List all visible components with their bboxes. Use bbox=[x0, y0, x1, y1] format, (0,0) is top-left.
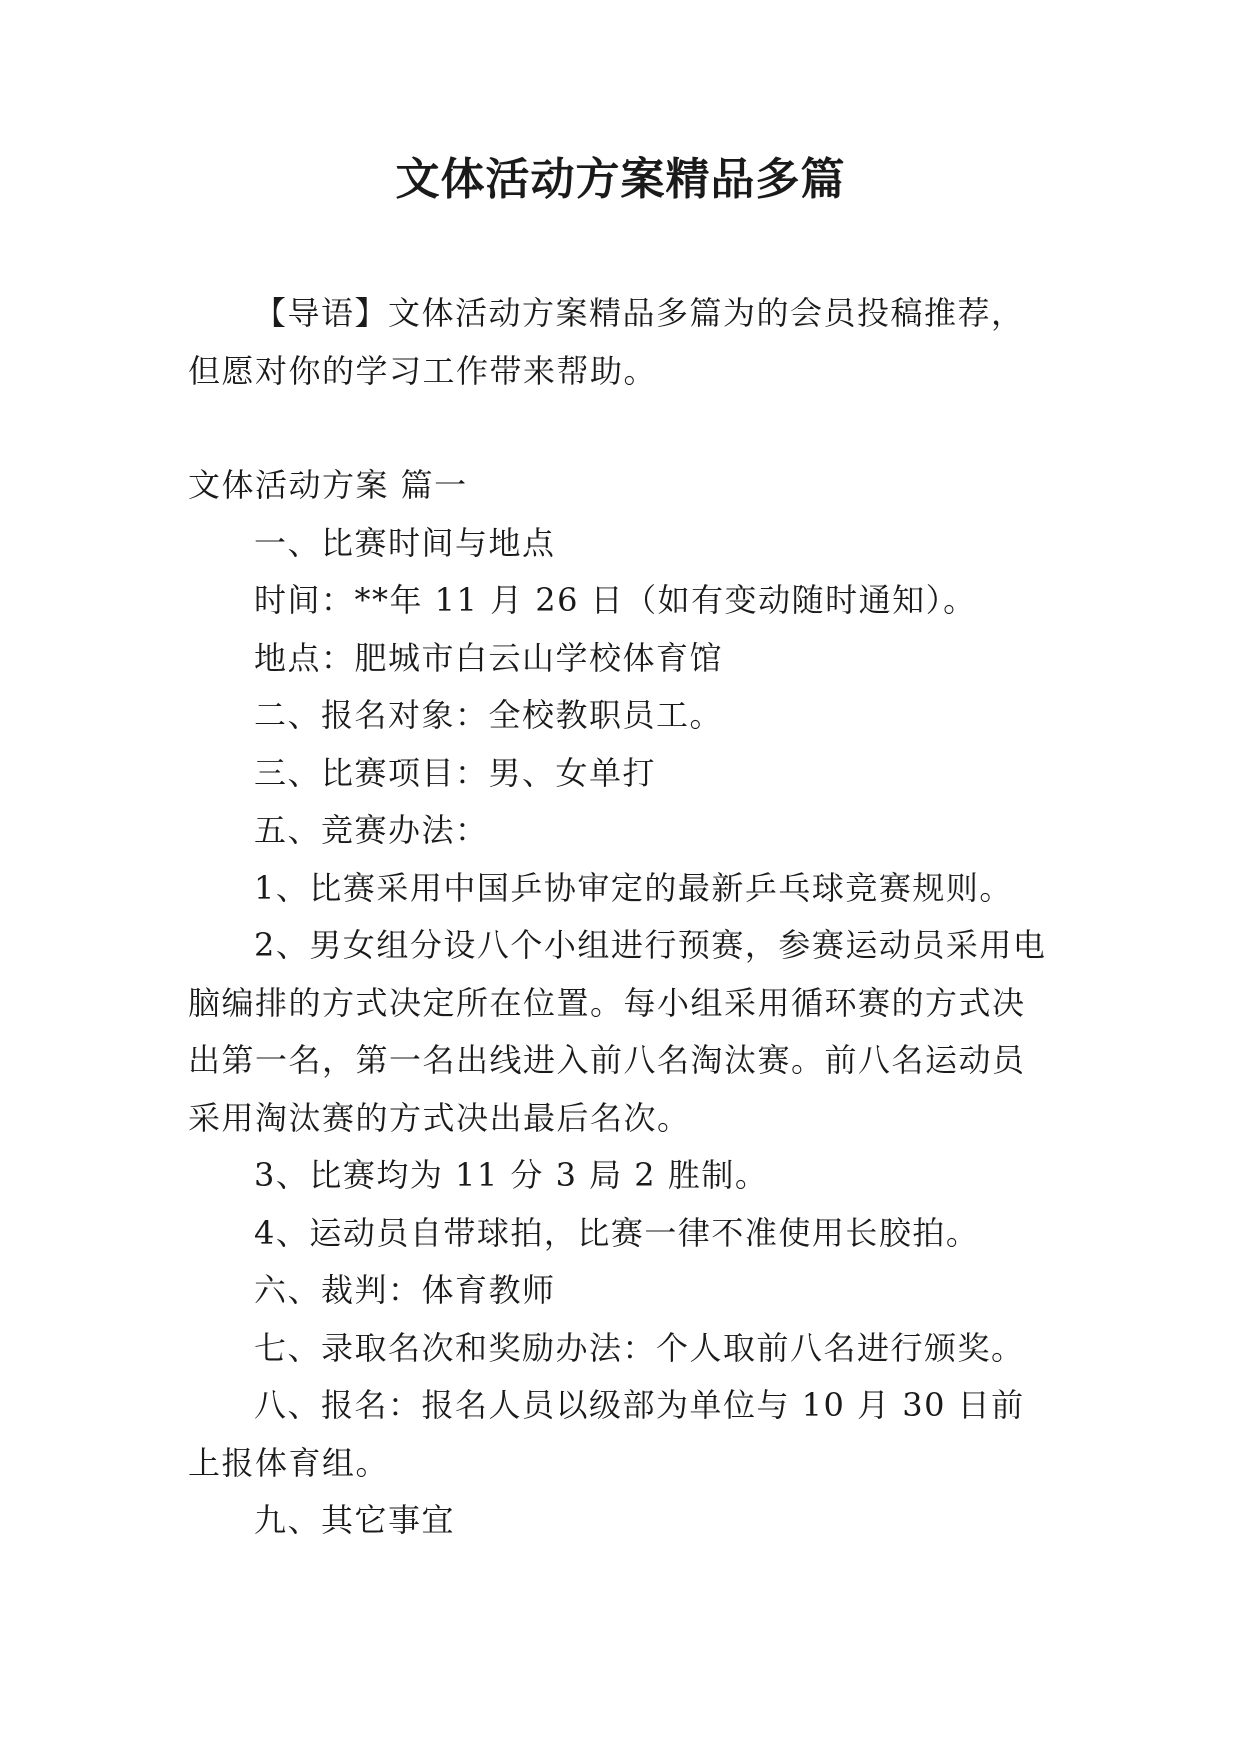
spacer bbox=[188, 400, 1054, 457]
paragraph: 八、报名：报名人员以级部为单位与 10 月 30 日前上报体育组。 bbox=[188, 1386, 1025, 1482]
paragraph: 九、其它事宜 bbox=[254, 1501, 456, 1539]
intro-paragraph: 【导语】文体活动方案精品多篇为的会员投稿推荐，但愿对你的学习工作带来帮助。 bbox=[188, 294, 1025, 390]
paragraph: 4、运动员自带球拍，比赛一律不准使用长胶拍。 bbox=[254, 1213, 980, 1252]
document-title: 文体活动方案精品多篇 bbox=[395, 154, 846, 205]
section-heading: 文体活动方案 篇一 bbox=[188, 466, 468, 504]
paragraph: 三、比赛项目：男、女单打 bbox=[254, 753, 657, 792]
paragraph: 3、比赛均为 11 分 3 局 2 胜制。 bbox=[254, 1156, 769, 1194]
paragraph: 七、录取名次和奖励办法：个人取前八名进行颁奖。 bbox=[254, 1328, 1025, 1367]
document-body bbox=[188, 285, 1054, 1550]
paragraph: 六、裁判：体育教师 bbox=[254, 1271, 556, 1309]
paragraph: 1、比赛采用中国乒协审定的最新乒乓球竞赛规则。 bbox=[254, 868, 1013, 907]
paragraph: 地点：肥城市白云山学校体育馆 bbox=[254, 638, 724, 677]
paragraph: 一、比赛时间与地点 bbox=[254, 523, 556, 562]
paragraph: 五、竞赛办法： bbox=[254, 811, 489, 849]
paragraph: 时间：**年 11 月 26 日（如有变动随时通知）。 bbox=[254, 581, 977, 619]
paragraph: 2、男女组分设八个小组进行预赛，参赛运动员采用电脑编排的方式决定所在位置。每小组采用循环赛的方式决出第一名，第一名出线进入前八名淘汰赛。前八名运动员采用淘汰赛的方式决出最后名次。 bbox=[188, 926, 1047, 1137]
paragraph: 二、报名对象：全校教职员工。 bbox=[254, 696, 724, 734]
